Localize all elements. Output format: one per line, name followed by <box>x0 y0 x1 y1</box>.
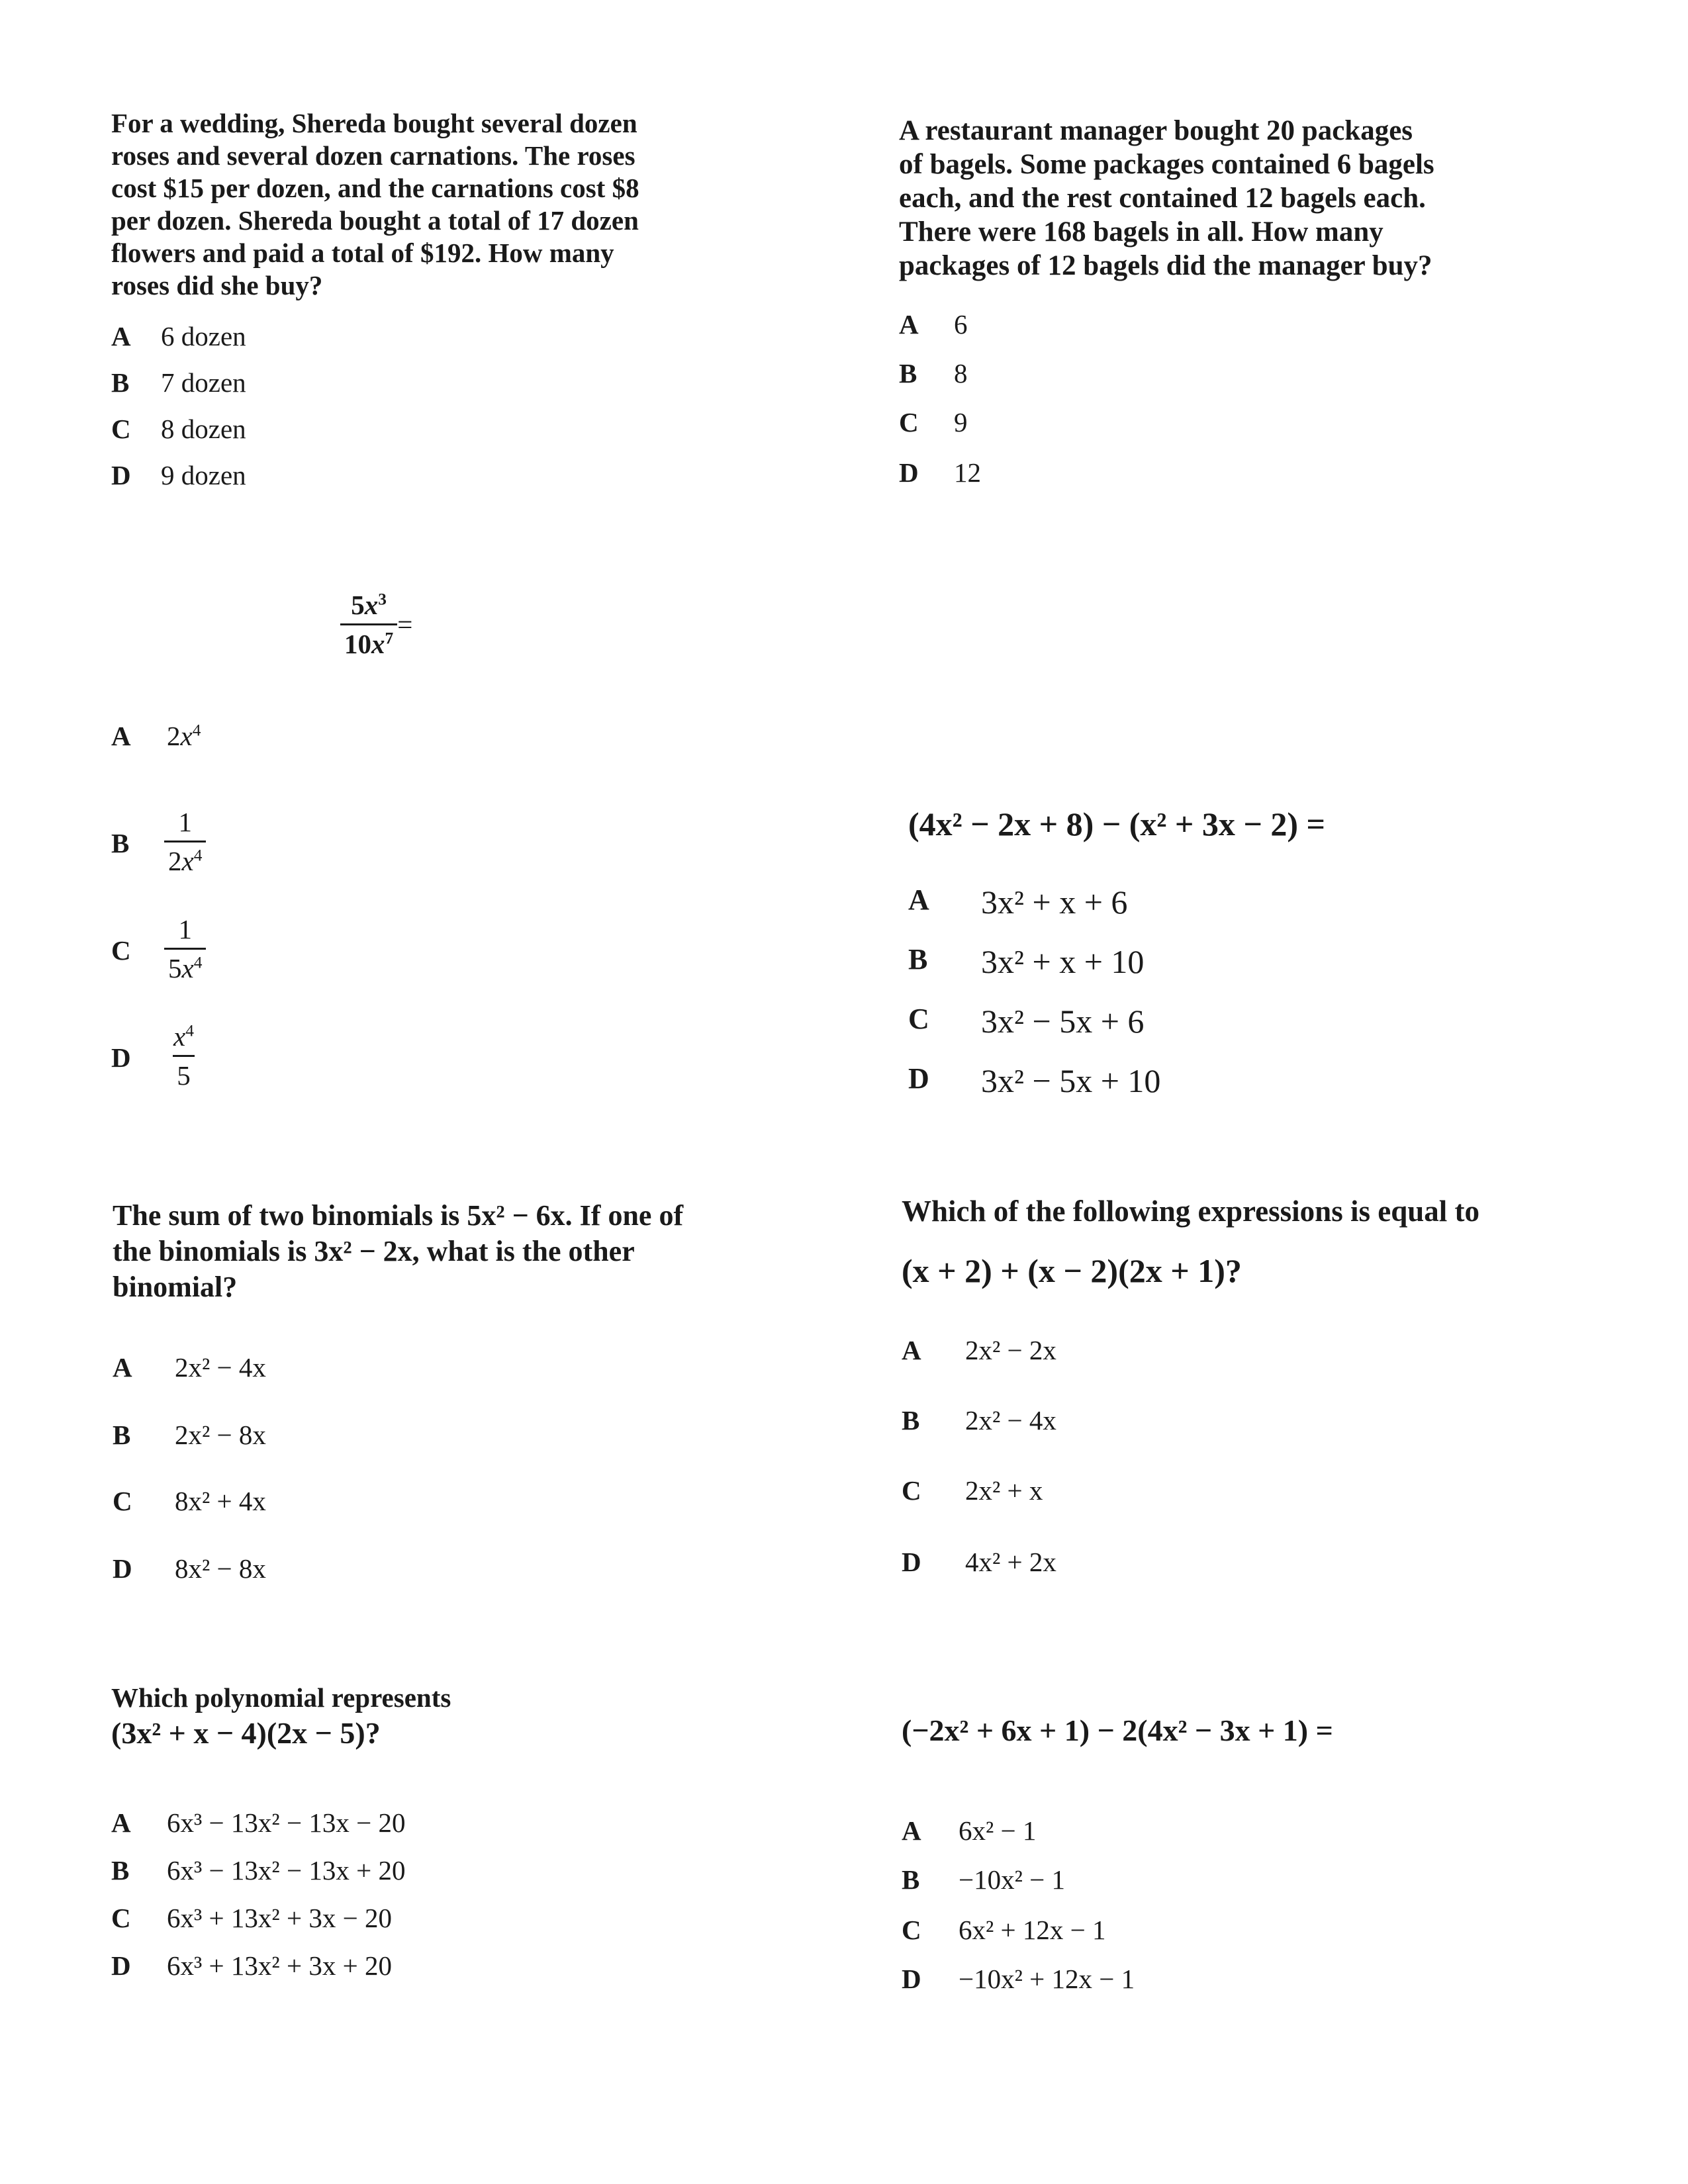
choice-text: 6x² − 1 <box>959 1815 1037 1846</box>
choice-letter: D <box>111 1950 131 1981</box>
choice-letter: B <box>111 367 130 398</box>
choice-letter: D <box>908 1062 929 1095</box>
question-5 <box>113 1198 874 1305</box>
question-1 <box>111 107 806 302</box>
choice-letter: D <box>902 1964 921 1994</box>
choice-text: $2x^4$ <box>167 721 201 751</box>
question-3-expression: $\frac{5x^3}{10x^7}$ = <box>340 589 412 660</box>
choice-letter: A <box>899 309 919 340</box>
choice-letter: B <box>902 1405 920 1435</box>
choice-text: 6x³ + 13x² + 3x + 20 <box>167 1950 392 1981</box>
choice-text: 2x² − 2x <box>965 1335 1056 1365</box>
choice-text: 7 dozen <box>161 367 246 398</box>
choice-letter: C <box>111 935 131 966</box>
choice-letter: C <box>902 1915 921 1945</box>
choice-letter: A <box>113 1352 132 1383</box>
question-1-stem: For a wedding, Shereda bought several dozen roses and several dozen carnations. The roses cost $15 per dozen, and the carnations cost $8 per dozen. Shereda bought a total of 17 dozen flowers and paid a total of $192. How many roses did she buy? <box>111 108 639 300</box>
choice-letter: B <box>908 943 928 976</box>
choice-text: 6x³ − 13x² − 13x − 20 <box>167 1807 406 1838</box>
choice-text: 3x² − 5x + 10 <box>981 1062 1161 1099</box>
choice-letter: A <box>902 1815 921 1846</box>
choice-text: 8 dozen <box>161 414 246 444</box>
choice-text: $\frac{1}{5x^4}$ <box>164 913 206 984</box>
choice-letter: A <box>111 1807 131 1838</box>
question-8-expression: (−2x² + 6x + 1) − 2(4x² − 3x + 1) = <box>902 1713 1333 1747</box>
choice-text: 6x³ + 13x² + 3x − 20 <box>167 1903 392 1933</box>
choice-text: 6 <box>954 309 968 340</box>
choice-letter: A <box>902 1335 921 1365</box>
question-6-stem: Which of the following expressions is equal to (x + 2) + (x − 2)(2x + 1)? <box>902 1195 1479 1289</box>
choice-text: 8x² + 4x <box>175 1486 266 1516</box>
choice-letter: C <box>113 1486 132 1516</box>
choice-letter: C <box>111 414 131 444</box>
choice-text: 3x² − 5x + 6 <box>981 1003 1145 1040</box>
choice-text: 9 dozen <box>161 460 246 490</box>
choice-letter: B <box>902 1864 920 1895</box>
choice-text: 9 <box>954 407 968 437</box>
choice-letter: C <box>111 1903 131 1933</box>
choice-text: 6 dozen <box>161 321 246 351</box>
choice-text: 2x² − 8x <box>175 1420 266 1450</box>
choice-text: 12 <box>954 457 981 488</box>
choice-text: 8x² − 8x <box>175 1553 266 1584</box>
choice-letter: C <box>908 1003 929 1035</box>
choice-text: 6x² + 12x − 1 <box>959 1915 1106 1945</box>
choice-letter: C <box>902 1475 921 1506</box>
choice-letter: B <box>899 358 917 388</box>
choice-text: 4x² + 2x <box>965 1547 1056 1577</box>
choice-text: 6x³ − 13x² − 13x + 20 <box>167 1855 406 1886</box>
choice-text: 2x² − 4x <box>965 1405 1056 1435</box>
choice-text: 3x² + x + 6 <box>981 884 1128 921</box>
question-4-expression: (4x² − 2x + 8) − (x² + 3x − 2) = <box>908 805 1326 842</box>
choice-letter: D <box>902 1547 921 1577</box>
question-2 <box>899 114 1627 283</box>
choice-letter: D <box>111 1042 131 1073</box>
question-5-stem: The sum of two binomials is 5x² − 6x. If one of the binomials is 3x² − 2x, what is the other binomial? <box>113 1199 684 1303</box>
choice-text: 8 <box>954 358 968 388</box>
choice-letter: D <box>111 460 131 490</box>
question-6 <box>902 1193 1663 1289</box>
choice-text: −10x² + 12x − 1 <box>959 1964 1135 1994</box>
choice-letter: A <box>111 721 131 751</box>
choice-letter: A <box>111 321 131 351</box>
choice-letter: B <box>111 1855 130 1886</box>
choice-letter: D <box>113 1553 132 1584</box>
question-2-stem: A restaurant manager bought 20 packages of bagels. Some packages contained 6 bagels each, and the rest contained 12 bagels each. There were 168 bagels in all. How many packages of 12 bagels did the manager buy? <box>899 115 1434 281</box>
choice-text: −10x² − 1 <box>959 1864 1066 1895</box>
choice-letter: B <box>113 1420 131 1450</box>
choice-text: 3x² + x + 10 <box>981 943 1145 980</box>
question-7-stem: Which polynomial represents (3x² + x − 4)(2x − 5)? <box>111 1682 451 1750</box>
choice-text: $\frac{x^4}{5}$ <box>173 1021 194 1091</box>
choice-text: 2x² − 4x <box>175 1352 266 1383</box>
choice-letter: C <box>899 407 919 437</box>
choice-text: $\frac{1}{2x^4}$ <box>164 806 206 877</box>
choice-letter: A <box>908 884 929 916</box>
choice-letter: B <box>111 828 130 858</box>
question-7 <box>111 1680 872 1751</box>
choice-letter: D <box>899 457 919 488</box>
choice-text: 2x² + x <box>965 1475 1043 1506</box>
